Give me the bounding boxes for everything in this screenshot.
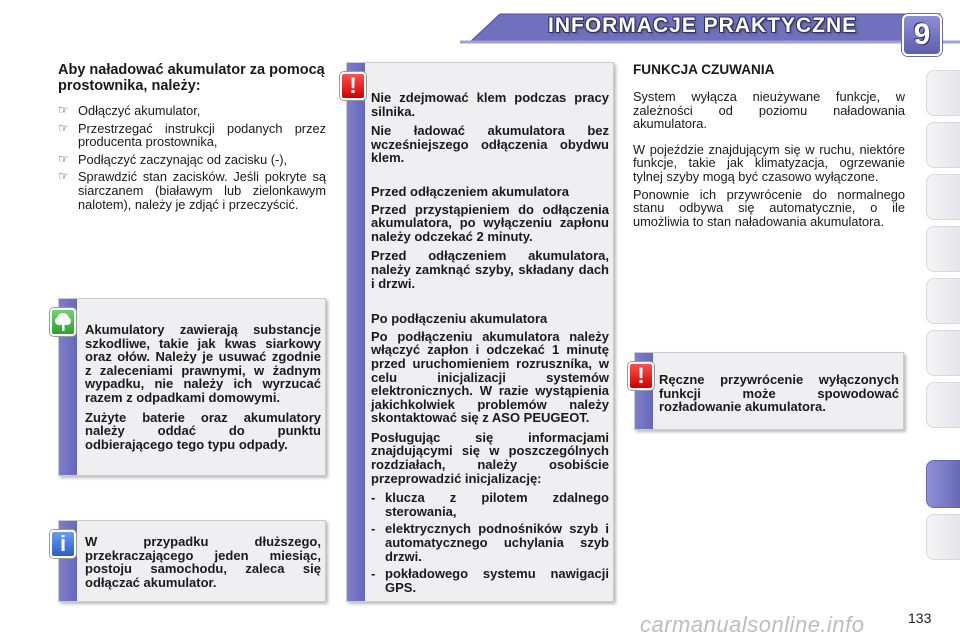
warning-box (346, 62, 614, 602)
chapter-tab[interactable] (926, 330, 960, 376)
tree-icon (50, 308, 76, 336)
chapter-tab-active[interactable] (926, 460, 960, 508)
warning-text: Nie ładować akumulatora bez wcześniejszego odłączenia obydwu klem. (371, 123, 609, 166)
chapter-tab[interactable] (926, 382, 960, 428)
warning-text: Nie zdejmować klem podczas pracy silnika. (371, 90, 609, 119)
pointing-hand-icon: ☞ (58, 151, 69, 166)
warning-text: Posługując się informacjami znajdującymi się w poszczególnych rozdziałach, należy osobiście przeprowadzić inicjalizację: (371, 429, 609, 486)
page-title: INFORMACJE PRAKTYCZNE (548, 14, 858, 37)
chapter-tab[interactable] (926, 70, 960, 116)
standby-text: Ponownie ich przywrócenie do normalnego stanu odbywa się automatycznie, o ile umożliwia to stan naładowania akumulatora. (633, 186, 905, 229)
chapter-tab-strip (926, 70, 960, 590)
chapter-tab[interactable] (926, 122, 960, 168)
chapter-number: 9 (913, 18, 931, 51)
charging-steps (58, 104, 326, 211)
chapter-tab[interactable] (926, 174, 960, 220)
chapter-tab[interactable] (926, 278, 960, 324)
warning-text: Przed odłączeniem akumulatora, należy zamknąć szyby, składany dach i drzwi. (371, 248, 609, 291)
environment-text: Zużyte baterie oraz akumulatory należy oddać do punktu odbierającego tego typu odpady. (85, 409, 321, 452)
standby-section (633, 62, 905, 240)
restore-warning-text: Ręczne przywrócenie wyłączonych funkcji może spowodować rozładowanie akumulatora. (659, 372, 899, 415)
info-icon: i (50, 530, 76, 558)
standby-heading: FUNKCJA CZUWANIA (633, 62, 775, 77)
list-item: ☞ Podłączyć zaczynając od zacisku (-), (58, 151, 288, 167)
chapter-badge (902, 14, 942, 56)
info-note-box (58, 520, 326, 602)
chapter-tab[interactable] (926, 514, 960, 560)
box-accent-bar (347, 63, 365, 601)
warning-subheading: Przed odłączeniem akumulatora (371, 183, 569, 199)
list-item: ☞ Sprawdzić stan zacisków. Jeśli pokryte są siarczanem (białawym lub zielonkawym nalotem), należy je zdjąć i przeczyścić. (58, 169, 326, 212)
list-item: - elektrycznych podnośników szyb i automatycznego uchylania szyb drzwi. (371, 521, 609, 564)
warning-text: Po podłączeniu akumulatora należy włączyć zapłon i odczekać 1 minutę przed uruchomieniem rozruszníka, w celu inicjalizacji systemów elektronicznych. W razie wystąpienia jakichkolwiek problemów należy skontaktować się z ASO PEUGEOT. (371, 328, 609, 426)
charging-heading: Aby naładować akumulator za pomocą prostownika, należy: (58, 62, 325, 94)
standby-text: W pojeździe znajdującym się w ruchu, niektóre funkcje, takie jak klimatyzacja, ogrzewanie tylnej szyby mogą być czasowo wyłączone. (633, 141, 905, 184)
chapter-tab[interactable] (926, 226, 960, 272)
environment-text: Akumulatory zawierają substancje szkodliwe, takie jak kwas siarkowy oraz ołów. Należy je usuwać zgodnie z zaleceniami prawnymi, w żadnym wypadku, nie należy ich wyrzucać razem z odpadkami domowymi. (85, 322, 321, 405)
standby-text: System wyłącza nieużywane funkcje, w zależności od poziomu naładowania akumulatora. (633, 89, 905, 132)
pointing-hand-icon: ☞ (58, 103, 69, 117)
list-item: ☞ Odłączyć akumulator, (58, 103, 201, 118)
restore-warning-box (634, 352, 904, 430)
charging-section (58, 62, 326, 215)
info-text: W przypadku dłuższego, przekraczającego jeden miesiąc, postoju samochodu, zaleca się odłączać akumulator. (85, 534, 321, 590)
warning-icon: ! (340, 72, 366, 100)
warning-icon: ! (628, 362, 654, 390)
list-item: - klucza z pilotem zdalnego sterowania, (371, 490, 609, 519)
reinit-list (371, 491, 609, 594)
warning-subheading: Po podłączeniu akumulatora (371, 311, 548, 327)
warning-text: Przed przystąpieniem do odłączenia akumulatora, po wyłączeniu zapłonu należy odczekać 2 minuty. (371, 201, 609, 244)
watermark: carmanualsonline.info (640, 612, 865, 637)
list-item: - pokładowego systemu nawigacji GPS. (371, 566, 609, 595)
environment-note-box (58, 298, 326, 476)
page-number: 133 (908, 610, 932, 626)
pointing-hand-icon: ☞ (58, 169, 69, 184)
pointing-hand-icon: ☞ (58, 120, 69, 135)
list-item: ☞ Przestrzegać instrukcji podanych przez producenta prostownika, (58, 120, 326, 150)
